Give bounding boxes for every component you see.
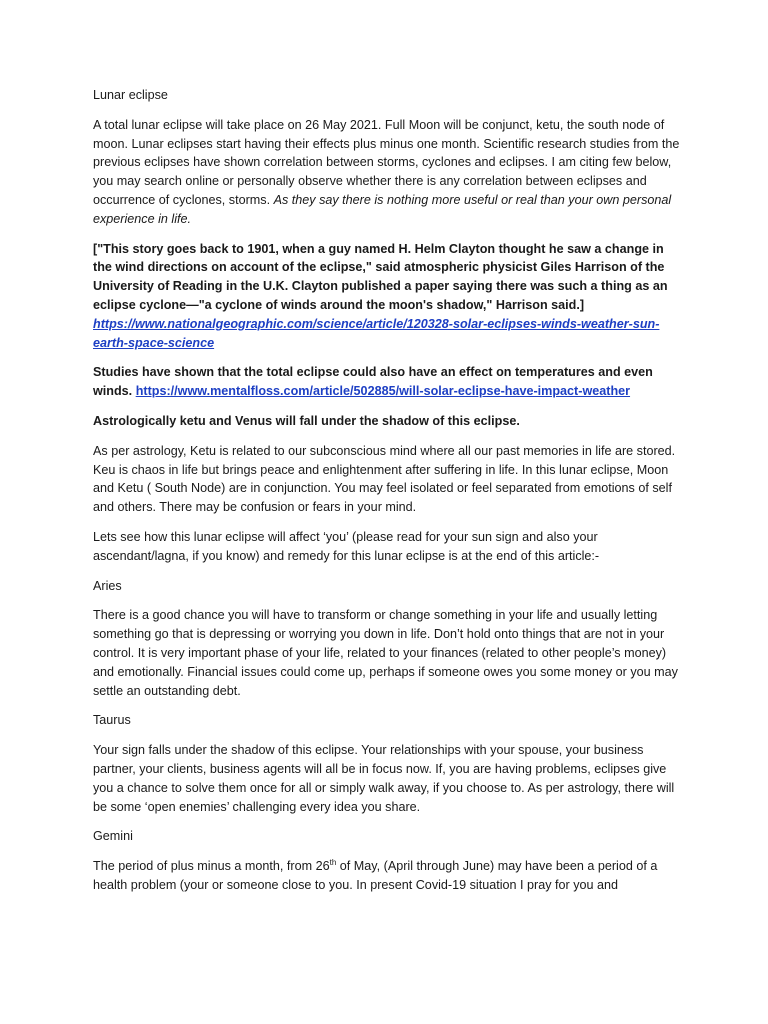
sign-paragraph-aries: There is a good chance you will have to transform or change something in your life and usually letting something go that is depressing or worrying you down in life. Don’t hold onto things that are not in your control. It is very important phase of your life, related to your finances (related to other people’s money) and emotionally. Financial issues could come up, perhaps if someone owes you some money or you may settle an outstanding debt. xyxy=(93,608,678,698)
sign-heading-taurus: Taurus xyxy=(93,713,131,728)
studies-text: Studies have shown that the total eclipse could also have an effect on temperatures and even winds. xyxy=(93,365,653,399)
intro-text: A total lunar eclipse will take place on 26 May 2021. Full Moon will be conjunct, ketu, the south node of moon. Lunar eclipses start having their effects plus minus one month. Scientific research studies from the previous eclipses have shown correlation between storms, cyclones and eclipses. I am citing few below, you may search online or personally observe whether there is any correlation between eclipses and occurrence of cyclones, storms. xyxy=(93,117,680,207)
studies-paragraph xyxy=(93,363,683,401)
sign-paragraph-taurus: Your sign falls under the shadow of this eclipse. Your relationships with your spouse, your business partner, your clients, business agents will all be in focus now. If, you are having problems, eclipses give you a chance to solve them once for all or simply walk away, if you choose to. As per astrology, there will be some ‘open enemies’ challenging every idea you share. xyxy=(93,743,675,814)
quote-paragraph xyxy=(93,240,683,353)
intro-paragraph xyxy=(93,116,683,229)
lets-see-paragraph: Lets see how this lunar eclipse will affect ‘you’ (please read for your sun sign and also your ascendant/lagna, if you know) and remedy for this lunar eclipse is at the end of this article:- xyxy=(93,529,600,563)
gemini-text-end: of May, (April through June) may have been a period of a health problem (your or someone close to you. In present Covid-19 situation I pray for you and xyxy=(93,859,658,892)
gemini-text-start: The period of plus minus a month, from 26 xyxy=(93,859,330,874)
nationalgeographic-link[interactable]: https://www.nationalgeographic.com/science/article/120328-solar-eclipses-winds-weather-sun-earth-space-science xyxy=(93,316,660,350)
intro-italic-text: As they say there is nothing more useful or real than your own personal experience in life. xyxy=(93,192,672,226)
document-page xyxy=(93,86,683,906)
mentalfloss-link[interactable]: https://www.mentalfloss.com/article/502885/will-solar-eclipse-have-impact-weather xyxy=(135,384,631,399)
ketu-paragraph: As per astrology, Ketu is related to our subconscious mind where all our past memories in life are stored. Keu is chaos in life but brings peace and enlightenment after suffering in life. In this lunar eclipse, Moon and Ketu ( South Node) are in conjunction. You may feel isolated or feel separated from emotions of self and others. There may be confusion or fears in your mind. xyxy=(93,443,676,515)
quote-text: ["This story goes back to 1901, when a guy named H. Helm Clayton thought he saw a change in the wind directions on account of the eclipse," said atmospheric physicist Giles Harrison of the University of Reading in the U.K. Clayton published a paper saying there was such a thing as an eclipse cyclone—"a cyclone of winds around the moon's shadow," Harrison said.] xyxy=(93,241,668,312)
sign-heading-aries: Aries xyxy=(93,578,122,593)
ordinal-suffix: th xyxy=(329,858,337,868)
sign-heading-gemini: Gemini xyxy=(93,829,133,844)
document-title: Lunar eclipse xyxy=(93,88,168,102)
sign-paragraph-gemini xyxy=(93,857,683,895)
astrology-heading: Astrologically ketu and Venus will fall under the shadow of this eclipse. xyxy=(93,413,520,428)
